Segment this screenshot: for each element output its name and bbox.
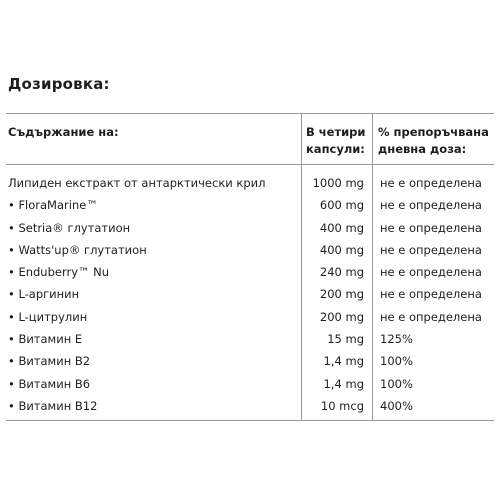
row-amount: 15 mg [327,332,364,347]
table-row [0,395,500,417]
header-percent-line1: % препоръчвана [378,125,489,139]
row-percent: 100% [380,376,413,391]
header-ingredient-label: Съдържание на: [8,125,119,139]
row-amount: 200 mg [319,309,364,324]
row-percent: 125% [380,332,413,347]
row-percent: не е определена [380,220,482,235]
row-ingredient: • L-аргинин [8,287,80,302]
header-percent-line2: дневна доза: [378,142,467,156]
row-ingredient: • Витамин В2 [8,354,91,369]
table-row [0,373,500,395]
row-ingredient: • Watts'up® глутатион [8,242,147,257]
row-ingredient: • FloraMarine™ [8,198,98,213]
row-ingredient: • Setria® глутатион [8,220,131,235]
row-amount: 600 mg [319,198,364,213]
row-amount: 1,4 mg [323,376,364,391]
table-row [0,328,500,350]
row-ingredient: • L-цитрулин [8,309,88,324]
header-amount-line2: капсули: [306,142,365,156]
row-percent: не е определена [380,176,482,190]
table-row [0,306,500,328]
table-row [0,194,500,216]
table-row [0,261,500,283]
row-percent: не е определена [380,309,482,324]
row-percent: не е определена [380,198,482,213]
row-amount: 200 mg [319,287,364,302]
table-row [0,217,500,239]
row-amount: 400 mg [319,220,364,235]
row-percent: 100% [380,354,413,369]
table-row [0,172,500,194]
row-ingredient: Липиден екстракт от антарктически крил [8,176,266,190]
row-amount: 400 mg [319,242,364,257]
row-ingredient: • Витамин В12 [8,398,98,413]
table-row [0,239,500,261]
table-header-divider [6,164,494,165]
row-ingredient: • Витамин В6 [8,376,91,391]
row-amount: 10 mcg [320,398,364,413]
header-ingredient [8,124,119,141]
row-percent: 400% [380,398,413,413]
page-title: Дозировка: [8,75,110,93]
table-body [0,172,500,417]
row-percent: не е определена [380,287,482,302]
row-percent: не е определена [380,242,482,257]
table-top-border [6,113,494,114]
table-bottom-border [6,420,494,421]
row-amount: 1,4 mg [323,354,364,369]
table-row [0,283,500,305]
row-ingredient: • Витамин Е [8,332,83,347]
row-amount: 1000 mg [312,176,364,190]
table-row [0,350,500,372]
header-amount [306,124,368,158]
row-percent: не е определена [380,265,482,280]
row-ingredient: • Enduberry™ Nu [8,265,110,280]
header-amount-line1: В четири [306,125,366,139]
row-amount: 240 mg [319,265,364,280]
header-percent [378,124,496,158]
